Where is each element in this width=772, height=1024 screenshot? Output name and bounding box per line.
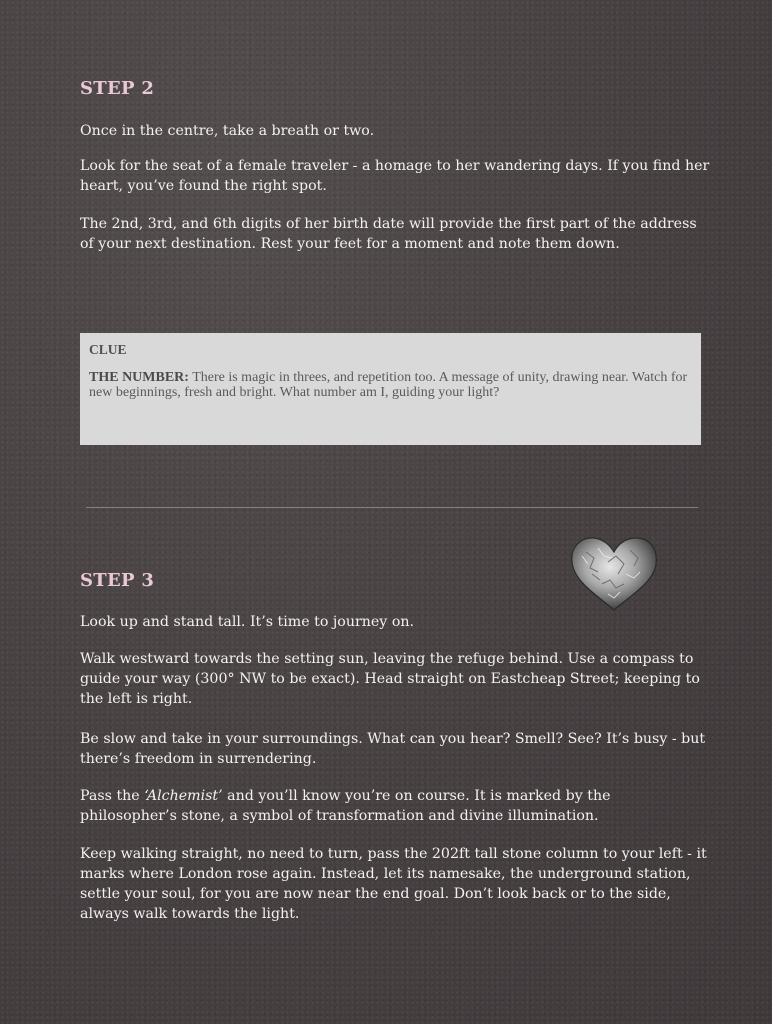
step3-paragraph-1: Look up and stand tall. It’s time to journey on. [80,614,415,630]
clue-label: THE NUMBER: [89,370,189,385]
step3-paragraph-2: Walk westward towards the setting sun, leaving the refuge behind. Use a compass to guide your way (300° NW to be exact). Head straight on Eastcheap Street; keeping to the left is right. [80,651,700,707]
step3-p4-before: Pass the [80,788,145,804]
step2-heading: STEP 2 [80,78,155,99]
step3-paragraph-5: Keep walking straight, no need to turn, pass the 202ft tall stone column to your left - it marks where London rose again. Instead, let its namesake, the underground station, settle your soul, for you are now near the end goal. Don’t look back or to the side, always walk towards the light. [80,846,707,922]
section-divider [86,507,698,508]
clue-text [89,370,692,400]
alchemist-emphasis: ‘Alchemist’ [144,788,223,804]
step2-paragraph-1: Once in the centre, take a breath or two. [80,123,375,139]
step3-paragraph-3: Be slow and take in your surroundings. What can you hear? Smell? See? It’s busy - but there’s freedom in surrendering. [80,731,706,767]
step2-paragraph-2: Look for the seat of a female traveler - a homage to her wandering days. If you find her heart, you’ve found the right spot. [80,158,710,194]
clue-box [80,333,701,445]
step3-heading: STEP 3 [80,570,155,591]
step3-paragraph-4 [80,786,710,826]
step3-p4-after: and you’ll know you’re on course. It is marked by the philosopher’s stone, a symbol of transformation and divine illumination. [80,788,611,824]
clue-body: There is magic in threes, and repetition too. A message of unity, drawing near. Watch for new beginnings, fresh and bright. What number am I, guiding your light? [89,370,688,400]
clue-title: CLUE [89,342,127,357]
silver-heart-icon [568,534,660,614]
step2-paragraph-3: The 2nd, 3rd, and 6th digits of her birth date will provide the first part of the address of your next destination. Rest your feet for a moment and note them down. [80,216,697,252]
